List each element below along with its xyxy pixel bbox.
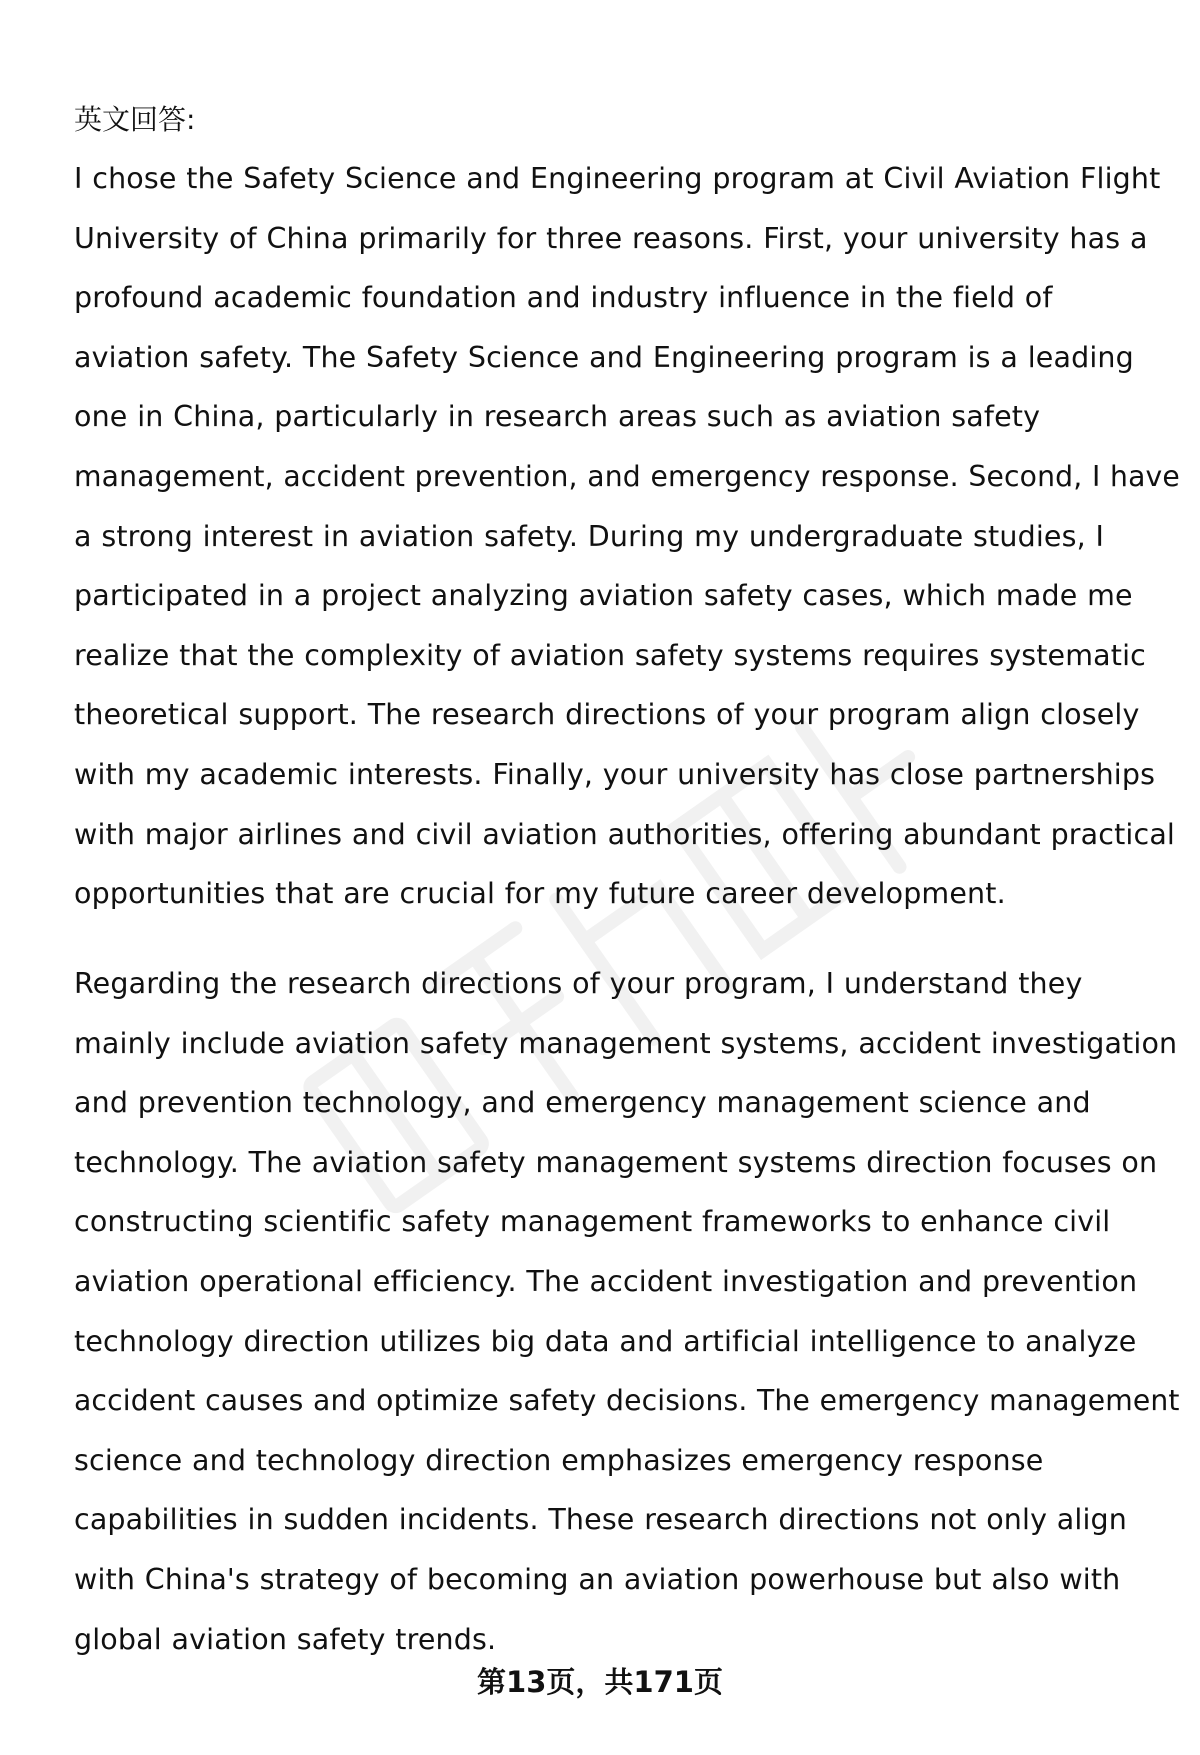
text-line: with China's strategy of becoming an aviation powerhouse but also with bbox=[74, 1562, 1121, 1596]
text-line: participated in a project analyzing aviation safety cases, which made me bbox=[74, 579, 1133, 613]
text-line: global aviation safety trends. bbox=[74, 1622, 497, 1656]
text-line: one in China, particularly in research areas such as aviation safety bbox=[74, 400, 1041, 434]
text-line: capabilities in sudden incidents. These research directions not only align bbox=[74, 1503, 1127, 1537]
answer-heading: 英文回答: bbox=[74, 103, 196, 136]
text-line: accident causes and optimize safety decisions. The emergency management bbox=[74, 1384, 1180, 1418]
text-line: theoretical support. The research directions of your program align closely bbox=[74, 698, 1140, 732]
text-line: realize that the complexity of aviation safety systems requires systematic bbox=[74, 638, 1146, 672]
text-line: Regarding the research directions of your program, I understand they bbox=[74, 967, 1083, 1000]
text-line: with major airlines and civil aviation authorities, offering abundant practical bbox=[74, 817, 1176, 851]
text-line: aviation operational efficiency. The accident investigation and prevention bbox=[74, 1264, 1138, 1298]
paragraph-research-directions bbox=[74, 954, 1180, 1669]
text-line: University of China primarily for three reasons. First, your university has a bbox=[74, 221, 1148, 255]
page-number-footer: 第13页，共171页 bbox=[477, 1665, 723, 1699]
text-line: and prevention technology, and emergency management science and bbox=[74, 1086, 1091, 1120]
text-line: management, accident prevention, and emergency response. Second, I have bbox=[74, 459, 1180, 493]
text-line: technology. The aviation safety management systems direction focuses on bbox=[74, 1145, 1158, 1179]
text-line: profound academic foundation and industry influence in the field of bbox=[74, 281, 1053, 315]
text-line: science and technology direction emphasizes emergency response bbox=[74, 1443, 1044, 1477]
text-line: constructing scientific safety management frameworks to enhance civil bbox=[74, 1205, 1111, 1239]
text-line: aviation safety. The Safety Science and Engineering program is a leading bbox=[74, 340, 1134, 374]
text-line: I chose the Safety Science and Engineering program at Civil Aviation Flight bbox=[74, 162, 1161, 195]
text-line: technology direction utilizes big data and artificial intelligence to analyze bbox=[74, 1324, 1137, 1358]
text-line: mainly include aviation safety management systems, accident investigation bbox=[74, 1026, 1178, 1060]
text-line: opportunities that are crucial for my future career development. bbox=[74, 877, 1006, 911]
paragraph-reasons bbox=[74, 149, 1180, 924]
text-line: a strong interest in aviation safety. During my undergraduate studies, I bbox=[74, 519, 1105, 553]
text-line: with my academic interests. Finally, your university has close partnerships bbox=[74, 757, 1156, 791]
